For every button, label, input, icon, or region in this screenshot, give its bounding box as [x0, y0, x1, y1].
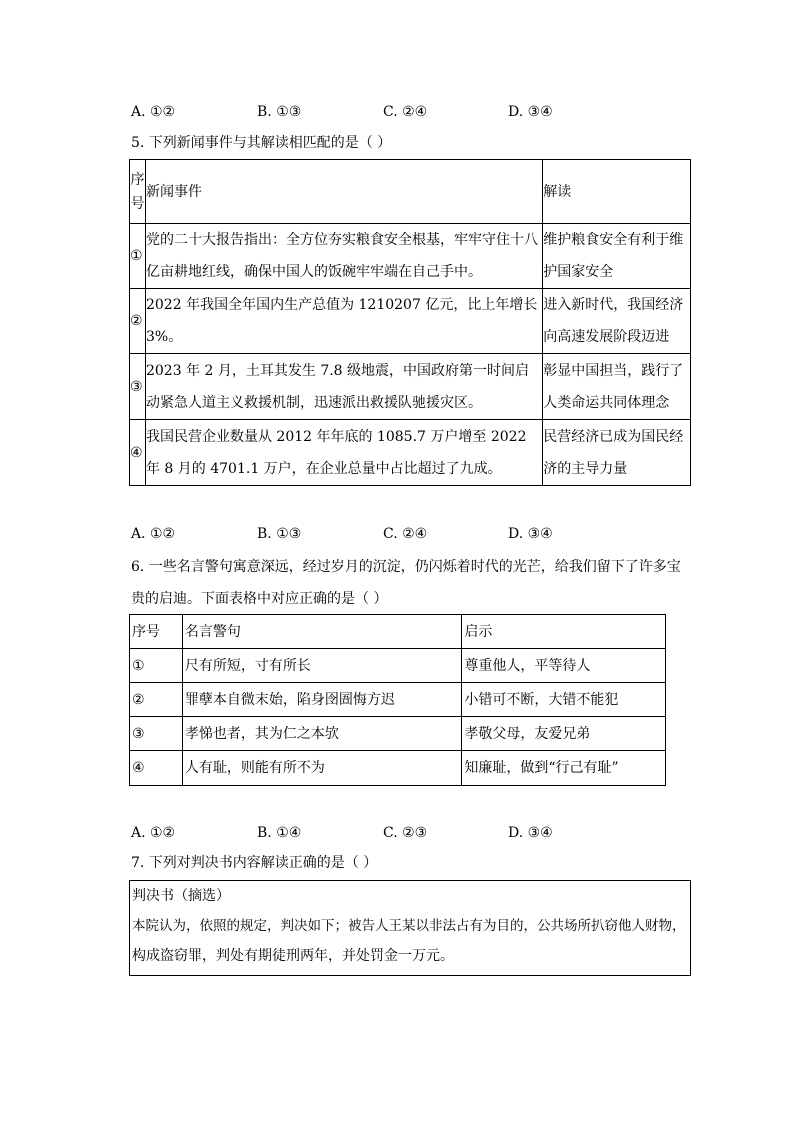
q5-row-event: 2023 年 2 月，土耳其发生 7.8 级地震，中国政府第一时间启动紧急人道主义救援机制，迅速派出救援队驰援灾区。 — [145, 354, 542, 420]
table-row — [130, 289, 691, 354]
verdict-line: 构成盗窃罪，判处有期徒刑两年，并处罚金一万元。 — [132, 948, 454, 964]
q6-row-no: ④ — [130, 751, 183, 786]
q5-row-event: 党的二十大报告指出：全方位夯实粮食安全根基，牢牢守住十八亿亩耕地红线，确保中国人的饭碗牢牢端在自己手中。 — [145, 224, 542, 289]
q5-option-b: B. ①③ — [257, 526, 302, 542]
q7-verdict-box — [129, 880, 691, 976]
q5-header-no: 序号 — [130, 160, 146, 224]
q6-row-quote: 孝悌也者，其为仁之本欤 — [182, 717, 461, 751]
q6-row-insight: 孝敬父母，友爱兄弟 — [462, 717, 666, 751]
q5-row-no: ① — [130, 224, 146, 289]
table-row — [130, 683, 666, 717]
q6-header-no: 序号 — [130, 615, 183, 649]
q5-row-event: 我国民营企业数量从 2012 年年底的 1085.7 万户增至 2022 年 8 月的 4701.1 万户，在企业总量中占比超过了九成。 — [145, 420, 542, 486]
q5-row-reading: 彰显中国担当，践行了人类命运共同体理念 — [543, 354, 691, 420]
q6-option-d: D. ③④ — [508, 825, 553, 841]
q5-options — [131, 524, 691, 544]
q6-row-quote: 人有耻，则能有所不为 — [182, 751, 461, 786]
q6-row-no: ② — [130, 683, 183, 717]
q5-row-no: ② — [130, 289, 146, 354]
q5-row-reading: 维护粮食安全有利于维护国家安全 — [543, 224, 691, 289]
q4-option-a: A. ①② — [131, 104, 176, 120]
q6-stem: 6. 一些名言警句寓意深远，经过岁月的沉淀，仍闪烁着时代的光芒，给我们留下了许多宝贵的启迪。下面表格中对应正确的是（ ） — [131, 559, 681, 607]
q6-option-c: C. ②③ — [383, 825, 428, 841]
q6-header-insight: 启示 — [462, 615, 666, 649]
table-row — [130, 354, 691, 420]
q4-options — [131, 102, 691, 122]
q6-row-quote: 尺有所短，寸有所长 — [182, 649, 461, 683]
table-row — [130, 717, 666, 751]
q5-header-event: 新闻事件 — [145, 160, 542, 224]
q5-row-reading: 民营经济已成为国民经济的主导力量 — [543, 420, 691, 486]
q6-option-b: B. ①④ — [257, 825, 302, 841]
q5-option-d: D. ③④ — [508, 526, 553, 542]
table-row — [130, 751, 666, 786]
q6-header-quote: 名言警句 — [182, 615, 461, 649]
q5-header-row — [130, 160, 691, 224]
q6-options — [131, 823, 691, 843]
q7-stem: 7. 下列对判决书内容解读正确的是（ ） — [131, 855, 378, 871]
q6-row-quote: 罪孽本自微末始，陷身囹圄悔方迟 — [182, 683, 461, 717]
q6-header-row — [130, 615, 666, 649]
q6-row-insight: 小错可不断，大错不能犯 — [462, 683, 666, 717]
q5-stem: 5. 下列新闻事件与其解读相匹配的是（ ） — [131, 135, 392, 151]
q6-row-insight: 尊重他人，平等待人 — [462, 649, 666, 683]
q5-row-no: ④ — [130, 420, 146, 486]
q6-option-a: A. ①② — [131, 825, 176, 841]
q6-row-no: ① — [130, 649, 183, 683]
q6-table — [129, 614, 666, 786]
table-row — [130, 224, 691, 289]
q4-option-c: C. ②④ — [383, 104, 428, 120]
table-row — [130, 420, 691, 486]
q5-row-no: ③ — [130, 354, 146, 420]
q5-option-c: C. ②④ — [383, 526, 428, 542]
q4-option-b: B. ①③ — [257, 104, 302, 120]
verdict-line: 本院认为，依照的规定，判决如下；被告人王某以非法占有为目的，公共场所扒窃他人财物， — [132, 918, 686, 934]
q5-row-reading: 进入新时代，我国经济向高速发展阶段迈进 — [543, 289, 691, 354]
q5-row-event: 2022 年我国全年国内生产总值为 1210207 亿元，比上年增长 3%。 — [145, 289, 542, 354]
table-row — [130, 649, 666, 683]
q5-table — [129, 159, 691, 486]
q5-option-a: A. ①② — [131, 526, 176, 542]
q5-header-reading: 解读 — [543, 160, 691, 224]
q6-row-insight: 知廉耻，做到“行己有耻” — [462, 751, 666, 786]
q6-row-no: ③ — [130, 717, 183, 751]
q4-option-d: D. ③④ — [508, 104, 553, 120]
verdict-title: 判决书（摘选） — [132, 888, 230, 904]
